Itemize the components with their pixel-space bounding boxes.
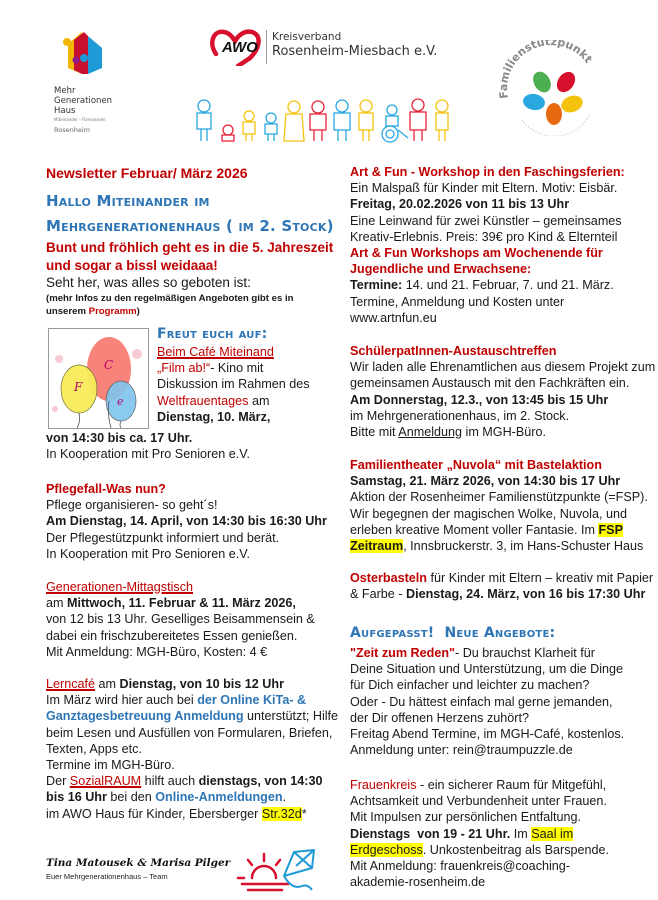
zeit-zum-reden-title: "Zeit zum Reden" bbox=[350, 646, 456, 660]
saal-highlight: Erdgeschoss bbox=[350, 842, 423, 857]
mittagstisch-text: am bbox=[46, 596, 67, 611]
child-icon bbox=[265, 113, 277, 141]
mgh-logo-line2: Generationen bbox=[54, 96, 113, 106]
lerncafe-text: Im März wird hier auch bei bbox=[46, 693, 198, 708]
pflegefall-text: Der Pflegestützpunkt informiert und berät. bbox=[46, 530, 280, 545]
weltfrauentag-text: Weltfrauentages bbox=[157, 393, 249, 408]
frauenkreis-contact: Mit Anmeldung: frauenkreis@coaching- bbox=[350, 859, 570, 874]
theater-date: Samstag, 21. März 2026, von 14:30 bis 17 Uhr bbox=[350, 474, 621, 489]
schuelerpaten-text: Wir laden alle Ehrenamtlichen aus diesem Projekt zum bbox=[350, 360, 656, 375]
zeit-zum-reden-contact: Anmeldung unter: rein@traumpuzzle.de bbox=[350, 743, 573, 758]
artfun-dates: 14. und 21. Februar, 7. und 21. März. bbox=[402, 278, 614, 293]
logo-divider bbox=[266, 30, 267, 64]
mittagstisch-cost: Mit Anmeldung: MGH-Büro, Kosten: 4 € bbox=[46, 644, 268, 659]
cafe-text: am bbox=[248, 393, 270, 408]
awo-line1: Kreisverband bbox=[272, 31, 342, 43]
cafe-time: von 14:30 bis ca. 17 Uhr. bbox=[46, 431, 193, 445]
neue-angebote-heading: Aufgepasst! Neue Angebote: bbox=[350, 625, 556, 641]
artfun-weekend-title: Jugendliche und Erwachsene: bbox=[350, 262, 532, 277]
mgh-logo bbox=[52, 30, 122, 140]
awo-logo bbox=[208, 28, 438, 68]
mgh-logo-line3: Haus bbox=[54, 106, 76, 116]
artfun-termine-label: Termine: bbox=[350, 278, 403, 293]
osterbasteln-title: Osterbasteln bbox=[350, 571, 427, 585]
pflegefall-title: Pflegefall-Was nun? bbox=[46, 482, 166, 496]
kita-anmeldung-text: der Online KiTa- & bbox=[197, 693, 307, 708]
zeit-zum-reden-text: - Du brauchst Klarheit für bbox=[455, 646, 596, 660]
osterbasteln-date: Dienstag, 24. März, von 16 bis 17:30 Uhr bbox=[406, 587, 646, 602]
artfun-text: Termine, Anmeldung und Kosten unter bbox=[350, 294, 565, 309]
person-icon bbox=[334, 100, 350, 141]
fsp-zeitraum-highlight: FSP bbox=[598, 522, 623, 537]
person-icon bbox=[284, 101, 304, 141]
greeting-line1: Hallo Miteinander im bbox=[46, 192, 210, 210]
zeit-zum-reden-text: Deine Situation und Unterstützung, um die Dinge bbox=[350, 662, 624, 677]
zeit-zum-reden-text: Freitag Abend Termine, im MGH-Café, kostenlos. bbox=[350, 727, 625, 742]
osterbasteln-text: & Farbe - bbox=[350, 587, 406, 602]
theater-title: Familientheater „Nuvola“ mit Bastelaktion bbox=[350, 458, 602, 472]
program-link[interactable]: Programm bbox=[88, 306, 137, 317]
intro-red-2: und sogar a bissl weidaaa! bbox=[46, 257, 218, 273]
frauenkreis-date: Dienstags von 19 - 21 Uhr. bbox=[350, 826, 511, 841]
frauenkreis-text: . Unkostenbeitrag als Barspende. bbox=[422, 842, 610, 857]
mittagstisch-text: von 12 bis 13 Uhr. Geselliges Beisammensein & bbox=[46, 612, 315, 627]
sozialraum-text: Der bbox=[46, 774, 70, 789]
cafe-text: - Kino mit bbox=[210, 361, 264, 376]
frauenkreis-text: Mit Impulsen zur persönlichen Entfaltung. bbox=[350, 810, 582, 825]
lerncafe-text: unterstützt; Hilfe bbox=[243, 709, 339, 724]
mittagstisch-text: dabei ein frischzubereitetes Essen genießen. bbox=[46, 628, 298, 643]
frauenkreis-text: Im bbox=[510, 826, 532, 841]
info-note-2: unserem bbox=[46, 306, 89, 317]
anmeldung-link[interactable]: Anmeldung bbox=[398, 425, 463, 440]
sozialraum-text: . bbox=[282, 790, 287, 805]
online-anmeldungen-text: Online-Anmeldungen bbox=[155, 790, 283, 805]
zeit-zum-reden-text: für Dich einfacher und leichter zu machen? bbox=[350, 678, 590, 693]
intro-red-1: Bunt und fröhlich geht es in die 5. Jahreszeit bbox=[46, 240, 334, 255]
svg-text:e: e bbox=[117, 395, 124, 408]
lerncafe-date: Dienstag, von 10 bis 12 Uhr bbox=[119, 677, 284, 691]
lerncafe-text: Texten, Apps etc. bbox=[46, 741, 142, 756]
child-icon bbox=[243, 111, 255, 141]
mittagstisch-date: Mittwoch, 11. Februar & 11. März 2026, bbox=[67, 596, 296, 611]
newsletter-title: Newsletter Februar/ März 2026 bbox=[46, 165, 248, 181]
baby-icon bbox=[222, 125, 234, 141]
person-icon bbox=[359, 100, 373, 141]
artfun-title: Art & Fun - Workshop in den Faschingsferien: bbox=[350, 165, 625, 179]
awo-brand: AWO bbox=[222, 39, 258, 56]
svg-text:F: F bbox=[74, 380, 83, 394]
lerncafe-link[interactable]: Lerncafé bbox=[46, 677, 96, 691]
schuelerpaten-text: im MGH-Büro. bbox=[462, 425, 546, 440]
schuelerpaten-text: Bitte mit bbox=[350, 425, 399, 440]
pflegefall-text: Pflege organisieren- so geht´s! bbox=[46, 498, 218, 513]
lerncafe-text: am bbox=[95, 677, 120, 691]
zeit-zum-reden-text: Oder - Du hättest einfach mal gerne jemanden, bbox=[350, 694, 613, 709]
schuelerpaten-title: SchülerpatInnen-Austauschtreffen bbox=[350, 344, 557, 358]
theater-text: Aktion der Rosenheimer Familienstützpunkte (=FSP). bbox=[350, 490, 648, 505]
frauenkreis-title: Frauenkreis bbox=[350, 778, 417, 792]
osterbasteln-text: für Kinder mit Eltern – kreativ mit Papier bbox=[427, 571, 654, 585]
theater-address: , Innsbruckerstr. 3, im Hans-Schuster Haus bbox=[403, 539, 644, 554]
fsp-zeitraum-highlight: Zeitraum bbox=[350, 539, 404, 554]
theater-text: erleben kreative Moment voller Fantasie. Im bbox=[350, 522, 599, 537]
frauenkreis-contact: akademie-rosenheim.de bbox=[350, 875, 486, 890]
kita-anmeldung-text: Ganztagesbetreuung Anmeldung bbox=[46, 709, 244, 724]
artfun-price: Kreativ-Erlebnis. Preis: 39€ pro Kind & Elternteil bbox=[350, 229, 618, 244]
hands-icon bbox=[522, 68, 585, 125]
artfun-website-link[interactable]: www.artnfun.eu bbox=[350, 310, 437, 325]
freut-heading: Freut euch auf: bbox=[157, 326, 268, 342]
intro-text: Seht her, was alles so geboten ist: bbox=[46, 275, 251, 290]
cafe-date: Dienstag, 10. März, bbox=[157, 409, 271, 424]
fsp-logo-title: Familienstützpunkt bbox=[496, 40, 595, 100]
mgh-logo-line1: Mehr bbox=[54, 86, 76, 96]
house-puzzle-icon bbox=[58, 30, 104, 76]
schuelerpaten-text: im Mehrgenerationenhaus, im 2. Stock. bbox=[350, 408, 570, 423]
address-text: * bbox=[301, 806, 307, 821]
cafe-miteinand-link[interactable]: Beim Café Miteinand bbox=[157, 345, 274, 359]
greeting-line2: Mehrgenerationenhaus ( im 2. Stock) bbox=[46, 217, 334, 235]
person-icon bbox=[310, 101, 326, 141]
schuelerpaten-text: gemeinsamen Austausch mit den Fachkräften ein. bbox=[350, 376, 630, 391]
frauenkreis-text: - ein sicherer Raum für Mitgefühl, bbox=[416, 778, 607, 792]
wheelchair-person-icon bbox=[382, 105, 408, 142]
svg-text:C: C bbox=[104, 358, 114, 372]
address-highlight: Str.32d bbox=[261, 806, 302, 821]
awo-line2: Rosenheim-Miesbach e.V. bbox=[272, 44, 438, 59]
cafe-cooperation: In Kooperation mit Pro Senioren e.V. bbox=[46, 447, 250, 462]
familienstuetzpunkt-logo bbox=[494, 40, 606, 136]
lerncafe-text: Termine im MGH-Büro. bbox=[46, 758, 175, 773]
sozialraum-time: bis 16 Uhr bbox=[46, 790, 107, 805]
balloons-image bbox=[48, 328, 149, 429]
lerncafe-text: beim Lesen und Ausfüllen von Formularen, Briefen, bbox=[46, 725, 333, 740]
person-icon bbox=[197, 100, 211, 141]
signature-names: Tina Matousek & Marisa Pilger bbox=[46, 857, 231, 869]
mgh-logo-city: Rosenheim bbox=[54, 126, 90, 134]
person-icon bbox=[436, 100, 448, 141]
pflegefall-text: In Kooperation mit Pro Senioren e.V. bbox=[46, 546, 250, 561]
artfun-date: Freitag, 20.02.2026 von 11 bis 13 Uhr bbox=[350, 197, 570, 212]
info-note-1: (mehr Infos zu den regelmäßigen Angeboten gibt es in bbox=[46, 293, 294, 304]
sozialraum-link[interactable]: SozialRAUM bbox=[69, 774, 142, 789]
schuelerpaten-date: Am Donnerstag, 12.3., von 13:45 bis 15 Uhr bbox=[350, 392, 609, 407]
film-ab-title: „Film ab!“ bbox=[157, 361, 211, 376]
mgh-logo-tagline: Miteinander - Füreinander bbox=[54, 117, 106, 122]
theater-text: Wir begegnen der magischen Wolke, Nuvola, und bbox=[350, 506, 627, 521]
sozialraum-text: bei den bbox=[106, 790, 156, 805]
info-note-2-end: ) bbox=[136, 306, 140, 317]
artfun-text: Ein Malspaß für Kinder mit Eltern. Motiv: Eisbär. bbox=[350, 181, 618, 196]
frauenkreis-text: Achtsamkeit und Verbundenheit unter Frauen. bbox=[350, 794, 607, 809]
artfun-text: Eine Leinwand für zwei Künstler – gemeinsames bbox=[350, 213, 622, 228]
zeit-zum-reden-text: der Dir offenen Herzens zuhört? bbox=[350, 710, 529, 725]
cafe-text: Diskussion im Rahmen des bbox=[157, 377, 310, 392]
artfun-weekend-title: Art & Fun Workshops am Wochenende für bbox=[350, 246, 603, 261]
address-text: im AWO Haus für Kinder, Ebersberger bbox=[46, 806, 262, 821]
saal-highlight: Saal im bbox=[531, 826, 574, 841]
person-icon bbox=[410, 99, 426, 141]
signature-team: Euer Mehrgenerationenhaus – Team bbox=[46, 872, 168, 881]
pflegefall-date: Am Dienstag, 14. April, von 14:30 bis 16:30 Uhr bbox=[46, 514, 327, 529]
mittagstisch-link[interactable]: Generationen-Mittagstisch bbox=[46, 580, 193, 594]
sozialraum-time: dienstags, von 14:30 bbox=[198, 774, 323, 789]
sun-kite-icon bbox=[232, 838, 322, 900]
people-illustration bbox=[192, 94, 454, 146]
sozialraum-text: hilft auch bbox=[141, 774, 199, 789]
